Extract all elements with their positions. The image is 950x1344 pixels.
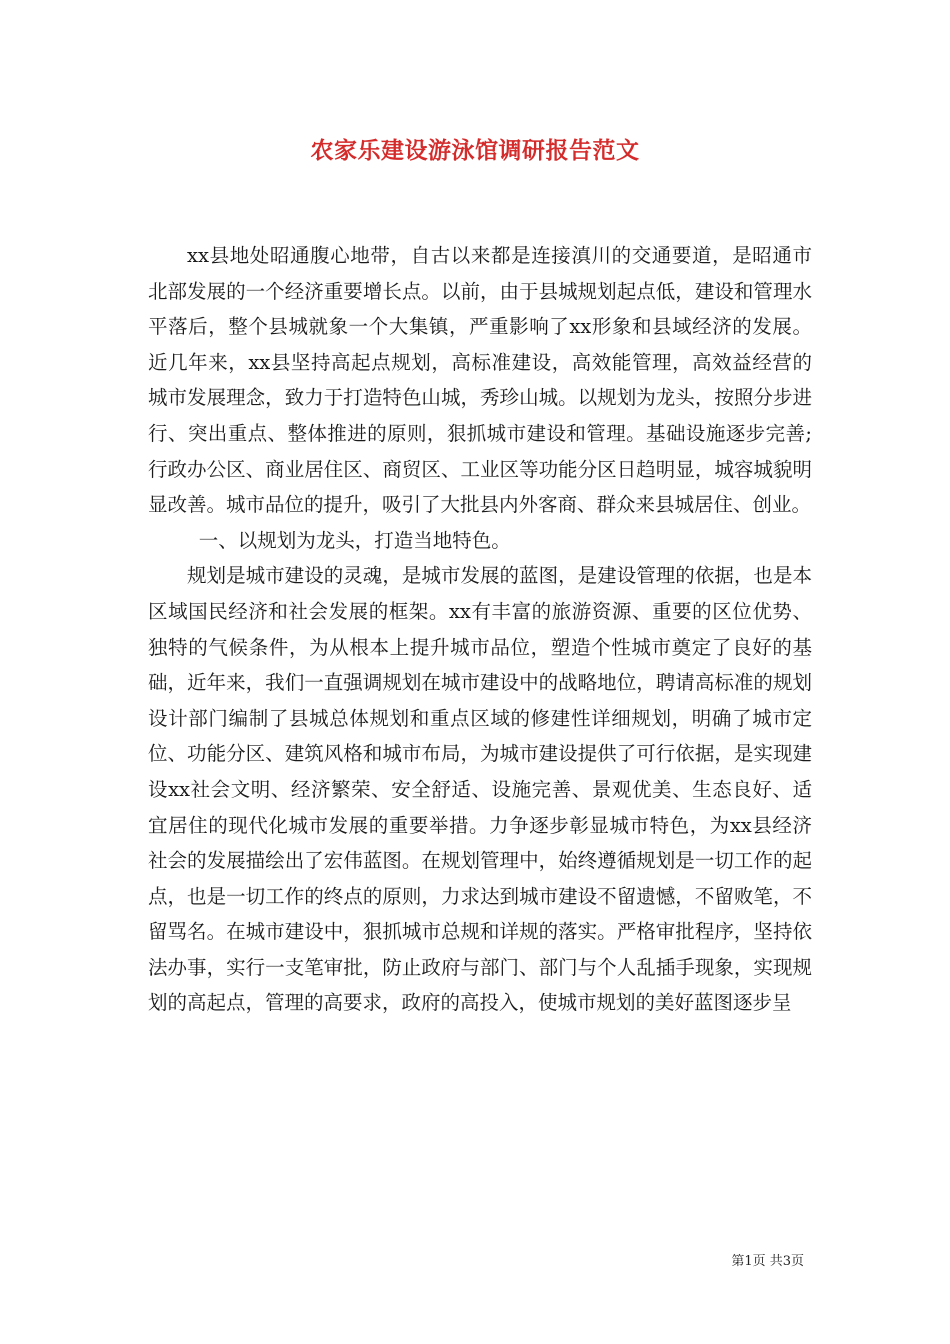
page-number-label: 第1页 共3页 [731, 1254, 804, 1269]
section-paragraph: 规划是城市建设的灵魂，是城市发展的蓝图，是建设管理的依据，也是本区域国民经济和社会发展的框架。xx有丰富的旅游资源、重要的区位优势、独特的气候条件，为从根本上提升城市品位，塑造个性城市奠定了良好的基础，近年来，我们一直强调规划在城市建设中的战略地位，聘请高标准的规划设计部门编制了县城总体规划和重点区域的修建性详细规划，明确了城市定位、功能分区、建筑风格和城市布局，为城市建设提供了可行依据，是实现建设xx社会文明、经济繁荣、安全舒适、设施完善、景观优美、生态良好、适宜居住的现代化城市发展的重要举措。力争逐步彰显城市特色，为xx县经济社会的发展描绘出了宏伟蓝图。在规划管理中，始终遵循规划是一切工作的起点，也是一切工作的终点的原则，力求达到城市建设不留遗憾，不留败笔，不留骂名。在城市建设中，狠抓城市总规和详规的落实。严格审批程序，坚持依法办事，实行一支笔审批，防止政府与部门、部门与个人乱插手现象，实现规划的高起点，管理的高要求，政府的高投入，使城市规划的美好蓝图逐步呈 [148, 564, 812, 1015]
section-heading: 一、以规划为龙头，打造当地特色。 [198, 528, 511, 552]
page-footer [731, 1250, 804, 1269]
document-title: 农家乐建设游泳馆调研报告范文 [310, 137, 640, 164]
intro-paragraph: xx县地处昭通腹心地带，自古以来都是连接滇川的交通要道，是昭通市北部发展的一个经济重要增长点。以前，由于县城规划起点低，建设和管理水平落后，整个县城就象一个大集镇，严重影响了xx形象和县域经济的发展。近几年来，xx县坚持高起点规划，高标准建设，高效能管理，高效益经营的城市发展理念，致力于打造特色山城，秀珍山城。以规划为龙头，按照分步进行、突出重点、整体推进的原则，狠抓城市建设和管理。基础设施逐步完善;行政办公区、商业居住区、商贸区、工业区等功能分区日趋明显，城容城貌明显改善。城市品位的提升，吸引了大批县内外客商、群众来县城居住、创业。 [148, 244, 812, 517]
document-body [148, 238, 812, 1021]
